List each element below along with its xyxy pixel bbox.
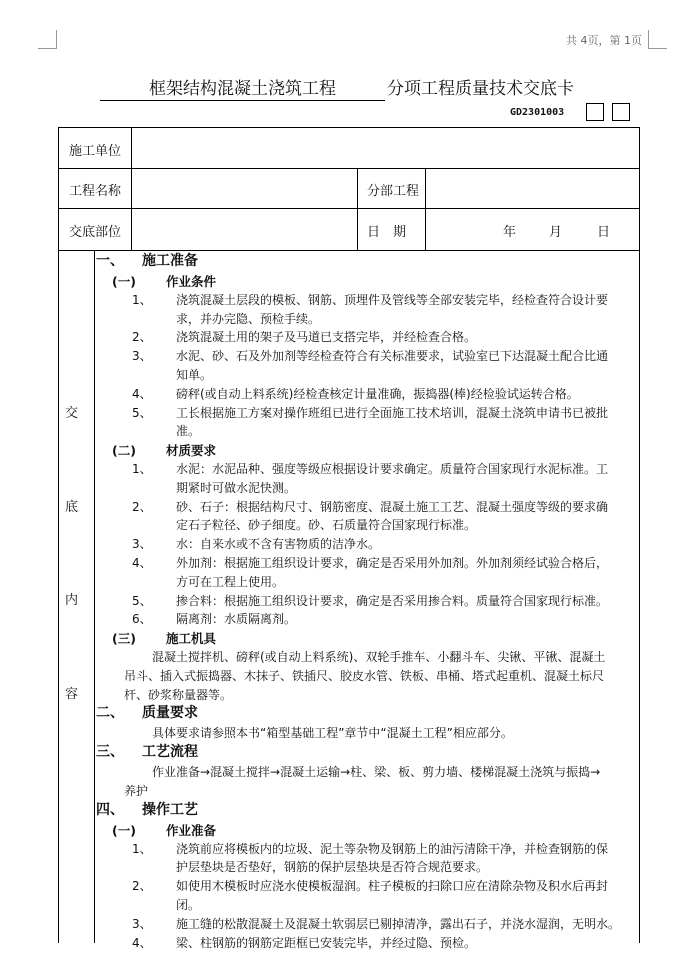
section-number: 四、	[96, 801, 124, 818]
project-name-label: 工程名称	[69, 184, 122, 199]
item-text: 浇筑前应将模板内的垃圾、泥土等杂物及钢筋上的油污清除干净，并检查钢筋的保	[176, 841, 609, 856]
item-number: 1、	[132, 462, 152, 476]
checkbox-2[interactable]	[612, 103, 630, 121]
item-text: 掺合料：根据施工组织设计要求，确定是否采用掺合料。质量符合国家现行标准。	[176, 593, 609, 608]
paragraph-line: 吊斗、插入式振捣器、木抹子、铁插尺、胶皮水管、铁板、串桶、塔式起重机、混凝土标尺	[124, 668, 605, 683]
item-number: 5、	[132, 405, 152, 420]
item-number: 2、	[132, 330, 152, 345]
item-number: 1、	[132, 841, 152, 856]
item-number: 4、	[132, 935, 152, 950]
item-text: 施工缝的松散混凝土及混凝土软弱层已剔掉清净，露出石子，并浇水湿润，无明水。	[176, 916, 621, 931]
page-title	[100, 74, 660, 101]
date-label: 日 期	[367, 225, 407, 240]
item-text: 期紧时可做水泥快测。	[176, 480, 297, 495]
form-table	[58, 127, 640, 950]
page-info: 共 4页，第 1页	[566, 34, 642, 47]
item-text: 外加剂：根据施工组织设计要求，确定是否采用外加剂。外加剂须经试验合格后，	[176, 556, 609, 570]
item-number: 2、	[132, 879, 152, 894]
side-label-char: 底	[65, 500, 79, 515]
section-number: 一、	[96, 253, 124, 269]
item-text: 知单。	[176, 368, 213, 382]
item-number: 6、	[132, 612, 152, 627]
checkbox-1[interactable]	[586, 103, 604, 121]
subsection-number: (一)	[112, 822, 136, 838]
section-title: 操作工艺	[142, 801, 198, 818]
section-title: 施工准备	[142, 253, 198, 269]
paragraph-line: 具体要求请参照本书“箱型基础工程”章节中“混凝土工程”相应部分。	[152, 726, 513, 741]
item-text: 隔离剂：水质隔离剂。	[176, 612, 297, 627]
paragraph-line: 混凝土搅拌机、磅秤(或自动上料系统)、双轮手推车、小翻斗车、尖锹、平锹、混凝土	[152, 650, 606, 664]
project-title: 框架结构混凝土浇筑工程	[100, 74, 385, 101]
item-text: 浇筑混凝土用的架子及马道已支搭完毕，并经检查合格。	[176, 330, 477, 345]
paragraph-line: 养护	[124, 784, 149, 798]
item-number: 1、	[132, 292, 152, 307]
item-text: 工长根据施工方案对操作班组已进行全面施工技术培训，混凝土浇筑申请书已被批	[176, 405, 609, 420]
item-text: 砂、石子：根据结构尺寸、钢筋密度、混凝土施工工艺、混凝土强度等级的要求确	[176, 499, 609, 514]
item-text: 方可在工程上使用。	[176, 574, 285, 589]
month-label: 月	[549, 225, 563, 240]
item-text: 求，并办完隐、预检手续。	[176, 311, 321, 326]
subsection-title: 施工机具	[166, 631, 217, 647]
item-text: 水泥、砂、石及外加剂等经检查符合有关标准要求，试验室已下达混凝土配合比通	[176, 349, 609, 364]
item-text: 梁、柱钢筋的钢筋定距框已安装完毕，并经过隐、预检。	[176, 935, 477, 950]
subsection-number: (一)	[112, 274, 136, 289]
paragraph-line: 杆、砂浆称量器等。	[124, 687, 233, 702]
subsection-title: 作业条件	[166, 274, 217, 289]
location-label: 交底部位	[69, 225, 122, 240]
item-number: 4、	[132, 386, 152, 401]
item-text: 准。	[176, 424, 201, 439]
side-label-char: 内	[65, 593, 79, 608]
item-text: 水泥：水泥品种、强度等级应根据设计要求确定。质量符合国家现行水泥标准。工	[176, 462, 609, 476]
side-label-char: 容	[65, 687, 79, 702]
section-title: 工艺流程	[142, 744, 198, 761]
paragraph-line: 作业准备→混凝土搅拌→混凝土运输→柱、梁、板、剪力墙、楼梯混凝土浇筑与振捣→	[152, 765, 601, 780]
section-title: 质量要求	[142, 705, 198, 722]
unit-label: 施工单位	[69, 144, 122, 159]
item-text: 闭。	[176, 898, 201, 912]
section-number: 二、	[96, 705, 124, 722]
document-code: GD2301003	[510, 107, 565, 118]
item-text: 定石子粒径、砂子细度。砂、石质量符合国家现行标准。	[176, 518, 477, 533]
crop-mark-left	[38, 30, 57, 49]
item-text: 磅秤(或自动上料系统)经检查核定计量准确，振捣器(棒)经检验试运转合格。	[176, 386, 579, 401]
section-number: 三、	[96, 744, 124, 761]
subsection-number: (三)	[112, 631, 136, 647]
item-number: 3、	[132, 537, 152, 552]
item-number: 2、	[132, 499, 152, 514]
subsection-title: 作业准备	[166, 822, 217, 838]
item-number: 5、	[132, 593, 152, 608]
subsection-title: 材质要求	[166, 443, 217, 459]
side-label-char: 交	[65, 406, 79, 421]
day-label: 日	[597, 225, 611, 240]
year-label: 年	[503, 225, 517, 240]
subsection-number: (二)	[112, 443, 136, 459]
item-text: 水：自来水或不含有害物质的洁净水。	[176, 537, 381, 552]
crop-mark-right	[648, 30, 667, 49]
item-number: 3、	[132, 349, 152, 364]
item-number: 3、	[132, 916, 152, 931]
item-text: 如使用木模板时应浇水使模板湿润。柱子模板的扫除口应在清除杂物及积水后再封	[176, 879, 609, 894]
subproject-label: 分部工程	[367, 184, 420, 199]
item-text: 护层垫块是否垫好，钢筋的保护层垫块是否符合规范要求。	[176, 860, 489, 875]
item-number: 4、	[132, 556, 152, 570]
card-title: 分项工程质量技术交底卡	[387, 79, 574, 99]
item-text: 浇筑混凝土层段的模板、钢筋、顶埋件及管线等全部安装完毕，经检查符合设计要	[176, 292, 609, 307]
